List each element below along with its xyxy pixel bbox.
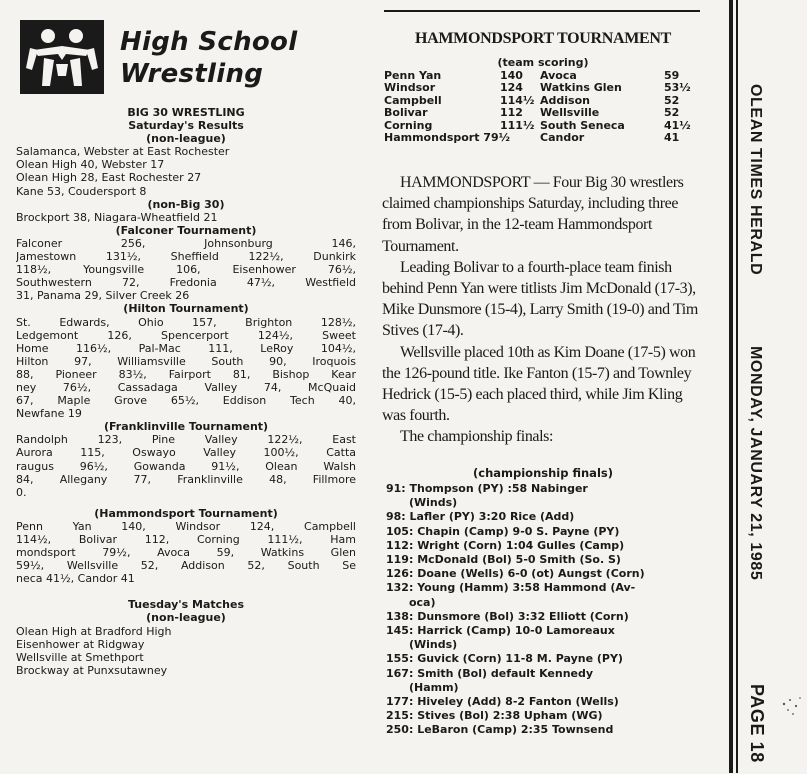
team-points: 52 xyxy=(664,106,680,120)
result-line: Wellsville at Smethport xyxy=(16,650,144,664)
result-line: 0. xyxy=(16,485,27,499)
article-body xyxy=(382,172,704,448)
tournament-article xyxy=(376,0,710,773)
championship-finals-list xyxy=(386,482,700,738)
publication-date: MONDAY, JANUARY 21, 1985 xyxy=(747,346,764,581)
result-line: 88, Pioneer 83½, Fairport 81, Bishop Kear xyxy=(16,367,356,381)
final-result-line: 119: McDonald (Bol) 5-0 Smith (So. S) xyxy=(386,553,621,567)
team-score-row xyxy=(384,82,700,94)
spacer xyxy=(16,585,356,598)
result-line: Southwestern 72, Fredonia 47½, Westfield xyxy=(16,276,356,290)
final-result-line: 167: Smith (Bol) default Kennedy xyxy=(386,666,594,680)
team-points: 114½ xyxy=(500,93,535,107)
results-column xyxy=(16,14,356,769)
final-result-line: 98: Lafler (PY) 3:20 Rice (Add) xyxy=(386,510,575,524)
final-result-line: 126: Doane (Wells) 6-0 (ot) Aungst (Corn) xyxy=(386,567,645,581)
article-paragraph: Wellsville placed 10th as Kim Doane (17-5) won the 126-pound title. Ike Fanton (15-7) and Townley Hedrick (15-5) each placed third, while Jim Kling was fourth. xyxy=(382,343,696,425)
team-name: Campbell xyxy=(384,93,442,107)
result-line: 84, Allegany 77, Franklinville 48, Fillmore xyxy=(16,472,356,486)
result-line: Newfane 19 xyxy=(16,407,82,421)
final-result-line: 112: Wright (Corn) 1:04 Gulles (Camp) xyxy=(386,538,625,552)
result-line: (Hammondsport Tournament) xyxy=(94,506,278,520)
result-line: (non-Big 30) xyxy=(147,197,225,211)
result-line: Tuesday's Matches xyxy=(128,598,244,612)
page-number: PAGE 18 xyxy=(747,684,767,763)
result-line: 114½, Bolivar 112, Corning 111½, Ham xyxy=(16,533,356,546)
team-points: 140 xyxy=(500,69,523,82)
final-result-line: 177: Hiveley (Add) 8-2 Fanton (Wells) xyxy=(386,695,619,709)
final-result-line: 145: Harrick (Camp) 10-0 Lamoreaux xyxy=(386,624,615,638)
team-name: Avoca xyxy=(540,69,577,82)
final-result-line: 91: Thompson (PY) :58 Nabinger xyxy=(386,482,588,495)
headline-line-1: High School xyxy=(120,27,298,57)
wrestlers-logo-icon xyxy=(20,20,104,94)
team-points: 59 xyxy=(664,69,680,82)
team-scoring-heading: (team scoring) xyxy=(497,56,589,69)
final-result-line: (Winds) xyxy=(386,496,458,510)
result-line: neca 41½, Candor 41 xyxy=(16,572,135,586)
result-line: Brockway at Punxsutawney xyxy=(16,663,168,677)
result-line: Home 116½, Pal-Mac 111, LeRoy 104½, xyxy=(16,341,356,355)
page-border-rule-thin xyxy=(736,0,738,773)
team-name: Watkins Glen xyxy=(540,81,622,95)
result-line: 118½, Youngsville 106, Eisenhower 76½, xyxy=(16,263,356,277)
team-points: 53½ xyxy=(664,81,691,95)
article-headline: HAMMONDSPORT TOURNAMENT xyxy=(414,30,672,47)
team-name: Windsor xyxy=(384,81,436,95)
team-scoring-table xyxy=(384,70,700,144)
team-points: 41½ xyxy=(664,118,691,132)
final-result-line: oca) xyxy=(386,595,436,609)
column-top-rule xyxy=(384,10,700,12)
result-line: Hilton 97, Williamsville South 90, Iroquois xyxy=(16,354,356,368)
result-line: mondsport 79½, Avoca 59, Watkins Glen xyxy=(16,546,356,560)
final-result-line: 155: Guvick (Corn) 11-8 M. Payne (PY) xyxy=(386,652,623,666)
final-result-line: 250: LeBaron (Camp) 2:35 Townsend xyxy=(386,723,614,737)
headline-line-2: Wrestling xyxy=(120,59,264,89)
result-line: Saturday's Results xyxy=(128,119,244,133)
result-line: (non-league) xyxy=(146,132,226,146)
publication-name: OLEAN TIMES HERALD xyxy=(747,84,764,276)
result-line: ney 76½, Cassadaga Valley 74, McQuaid xyxy=(16,380,356,394)
result-line: Randolph 123, Pine Valley 122½, East xyxy=(16,433,356,447)
final-result-line: 138: Dunsmore (Bol) 3:32 Elliott (Corn) xyxy=(386,609,629,623)
result-line: Kane 53, Coudersport 8 xyxy=(16,184,147,198)
final-result-line: 132: Young (Hamm) 3:58 Hammond (Av- xyxy=(386,581,636,595)
team-name: South Seneca xyxy=(540,118,625,132)
result-line: Eisenhower at Ridgway xyxy=(16,637,145,651)
result-line: Aurora 115, Oswayo Valley 100½, Catta xyxy=(16,446,356,460)
article-paragraph: The championship finals: xyxy=(400,428,554,446)
article-paragraph: HAMMONDSPORT — Four Big 30 wrestlers claimed championships Saturday, including three from Bolivar, in the 12-team Hammondsport Tournament. xyxy=(382,174,684,255)
section-headline xyxy=(120,26,297,90)
championship-finals-heading: (championship finals) xyxy=(473,466,613,480)
final-result-line: 105: Chapin (Camp) 9-0 S. Payne (PY) xyxy=(386,524,620,538)
team-name: Addison xyxy=(540,93,590,107)
result-line: Olean High 40, Webster 17 xyxy=(16,158,165,172)
result-line: Salamanca, Webster at East Rochester xyxy=(16,145,230,159)
team-name: Wellsville xyxy=(540,106,600,120)
team-points: 111½ xyxy=(500,118,535,132)
result-line: Olean High at Bradford High xyxy=(16,624,172,638)
article-paragraph: Leading Bolivar to a fourth-place team finish behind Penn Yan were titlists Jim McDonald (17-3), Mike Dunsmore (15-4), Larry Smith (19-0) and Tim Stives (17-4). xyxy=(382,258,698,340)
print-specks-icon xyxy=(780,690,804,720)
final-result-line: (Winds) xyxy=(386,638,458,652)
team-points: 41 xyxy=(664,130,680,144)
team-points: 52 xyxy=(664,93,680,107)
result-line: (Franklinville Tournament) xyxy=(103,420,269,434)
results-list xyxy=(16,106,356,677)
team-name: Corning xyxy=(384,118,433,132)
team-points: 112 xyxy=(500,106,523,120)
result-line: (non-league) xyxy=(146,611,226,625)
result-line: (Falconer Tournament) xyxy=(115,223,257,237)
page-masthead xyxy=(740,84,770,774)
result-line: (Hilton Tournament) xyxy=(123,302,249,316)
result-line: St. Edwards, Ohio 157, Brighton 128½, xyxy=(16,315,356,329)
team-name: Penn Yan xyxy=(384,69,442,82)
team-score-row xyxy=(384,132,700,144)
result-line: 31, Panama 29, Silver Creek 26 xyxy=(16,289,190,303)
result-line: Falconer 256, Johnsonburg 146, xyxy=(16,236,356,250)
team-points: 124 xyxy=(500,81,523,95)
page-border-rule xyxy=(729,0,733,773)
result-line: raugus 96½, Gowanda 91½, Olean Walsh xyxy=(16,459,356,473)
result-line: Penn Yan 140, Windsor 124, Campbell xyxy=(16,519,356,533)
result-line: 59½, Wellsville 52, Addison 52, South Se xyxy=(16,559,356,573)
result-line: Ledgemont 126, Spencerport 124½, Sweet xyxy=(16,328,356,342)
team-name: Candor xyxy=(540,130,585,144)
result-line: 67, Maple Grove 65½, Eddison Tech 40, xyxy=(16,394,356,408)
team-name: Bolivar xyxy=(384,106,428,120)
team-score-row xyxy=(384,107,700,119)
result-line: Jamestown 131½, Sheffield 122½, Dunkirk xyxy=(16,250,356,264)
result-line: Olean High 28, East Rochester 27 xyxy=(16,171,202,185)
spacer xyxy=(16,499,356,507)
team-name: Hammondsport 79½ xyxy=(384,130,511,144)
result-line: BIG 30 WRESTLING xyxy=(127,106,245,119)
final-result-line: (Hamm) xyxy=(386,680,459,694)
result-line: Brockport 38, Niagara-Wheatfield 21 xyxy=(16,210,218,224)
final-result-line: 215: Stives (Bol) 2:38 Upham (WG) xyxy=(386,709,603,723)
